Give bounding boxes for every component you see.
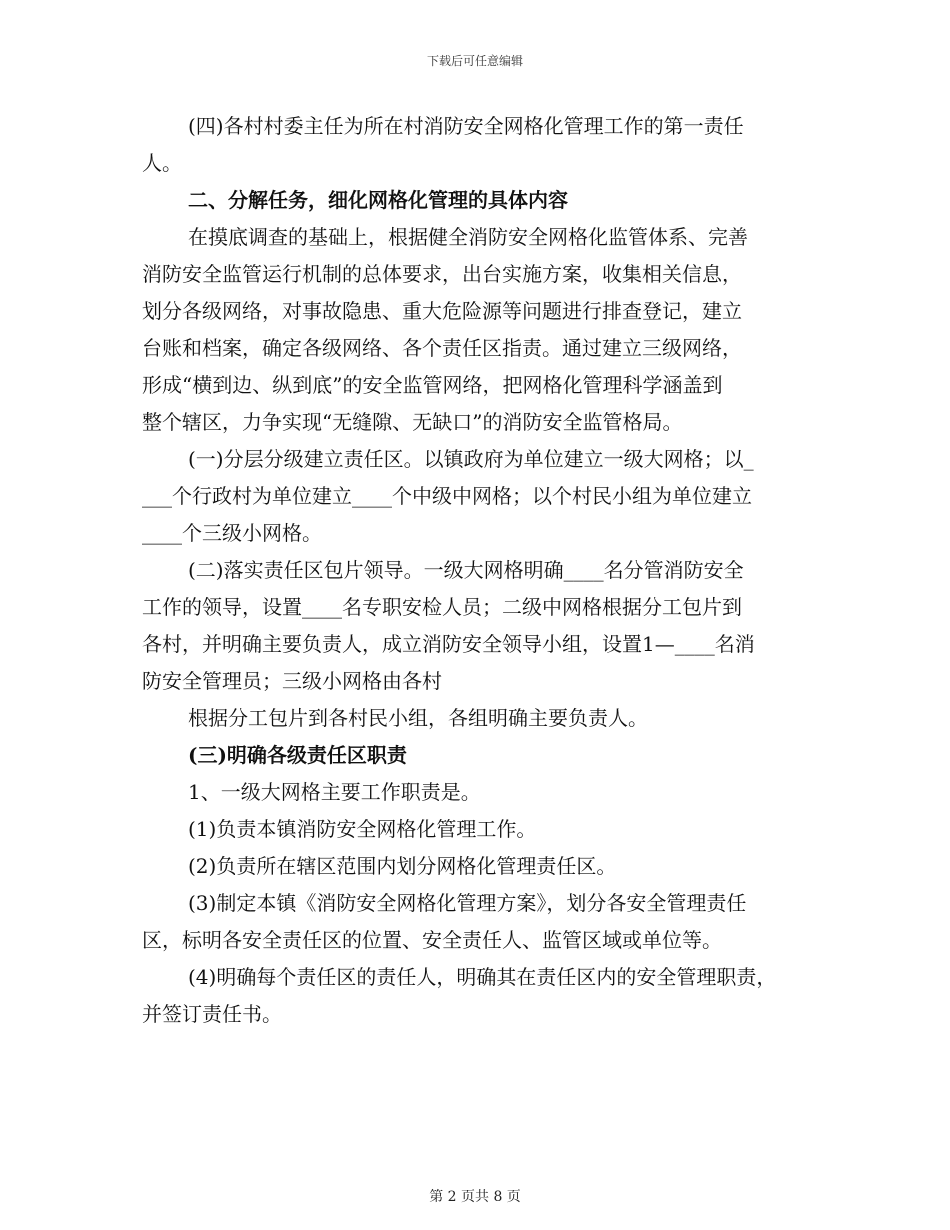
text-line: 消防安全监管运行机制的总体要求，出台实施方案，收集相关信息， bbox=[142, 262, 742, 286]
text-line: (二)落实责任区包片领导。一级大网格明确____名分管消防安全 bbox=[188, 558, 744, 582]
page-header: 下载后可任意编辑 bbox=[426, 54, 523, 68]
text-line: (4)明确每个责任区的责任人，明确其在责任区内的安全管理职责， bbox=[188, 965, 777, 989]
text-line: 人。 bbox=[142, 151, 182, 175]
text-line: 在摸底调查的基础上，根据健全消防安全网格化监管体系、完善 bbox=[188, 225, 748, 249]
text-line: 1、一级大网格主要工作职责是。 bbox=[188, 780, 481, 804]
text-line: 区，标明各安全责任区的位置、安全责任人、监管区域或单位等。 bbox=[142, 928, 722, 952]
text-line: 形成“横到边、纵到底”的安全监管网络，把网格化管理科学涵盖到 bbox=[142, 373, 723, 397]
subsection-heading: (三)明确各级责任区职责 bbox=[188, 743, 407, 767]
text-line: 防安全管理员；三级小网格由各村 bbox=[142, 669, 442, 693]
text-line: 各村，并明确主要负责人，成立消防安全领导小组，设置1—____名消 bbox=[142, 632, 755, 656]
text-line: 台账和档案，确定各级网络、各个责任区指责。通过建立三级网络， bbox=[142, 336, 742, 360]
text-line: 整个辖区，力争实现“无缝隙、无缺口”的消防安全监管格局。 bbox=[142, 410, 683, 434]
text-line: (四)各村村委主任为所在村消防安全网格化管理工作的第一责任 bbox=[188, 114, 744, 138]
document-body bbox=[142, 108, 806, 1033]
text-line: 工作的领导，设置____名专职安检人员；二级中网格根据分工包片到 bbox=[142, 595, 742, 619]
text-line: (3)制定本镇《消防安全网格化管理方案》，划分各安全管理责任 bbox=[188, 891, 747, 915]
text-line: 根据分工包片到各村民小组，各组明确主要负责人。 bbox=[188, 706, 648, 730]
text-line: (2)负责所在辖区范围内划分网格化管理责任区。 bbox=[188, 854, 617, 878]
text-line: ____个三级小网格。 bbox=[142, 521, 322, 545]
text-line: (1)负责本镇消防安全网格化管理工作。 bbox=[188, 817, 537, 841]
text-line: 划分各级网络，对事故隐患、重大危险源等问题进行排查登记，建立 bbox=[142, 299, 742, 323]
text-line: 并签订责任书。 bbox=[142, 1002, 282, 1026]
text-line: (一)分层分级建立责任区。以镇政府为单位建立一级大网格；以_ bbox=[188, 447, 754, 471]
section-heading: 二、分解任务，细化网格化管理的具体内容 bbox=[188, 188, 568, 212]
page-footer: 第 2 页共 8 页 bbox=[429, 1189, 521, 1205]
text-line: ___个行政村为单位建立____个中级中网格；以个村民小组为单位建立 bbox=[142, 484, 752, 508]
